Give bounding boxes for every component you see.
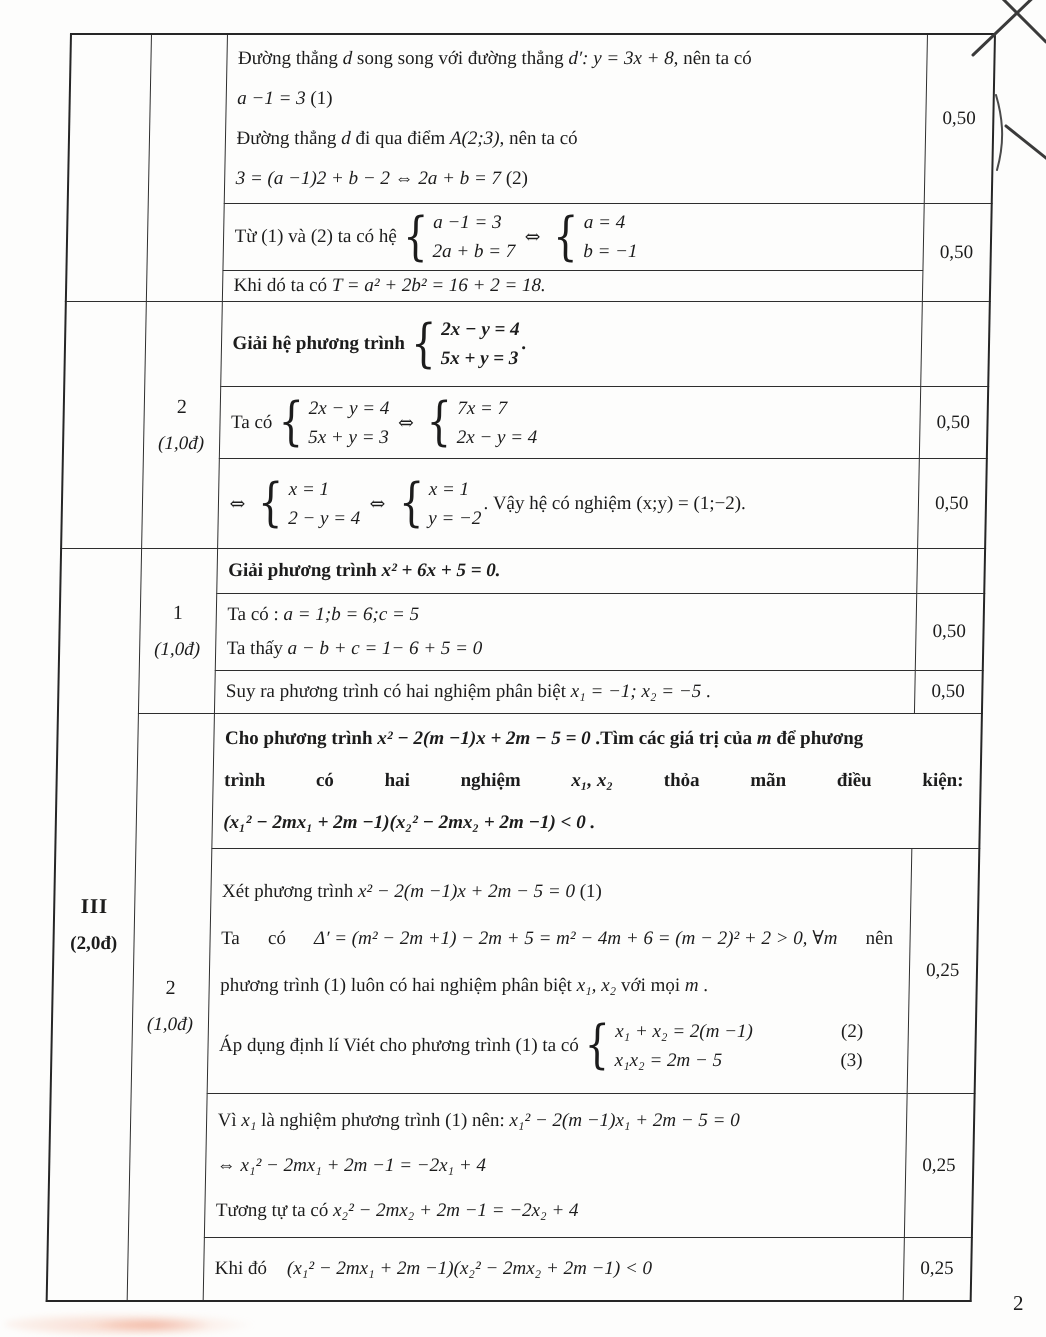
- equivalence-arrow: ⇔: [397, 411, 415, 434]
- pen-stroke: [996, 95, 1002, 170]
- score-cell-d4: [903, 1238, 972, 1301]
- text-segment: với mọi: [616, 974, 686, 996]
- text-segment: là nghiệm phương trình (1) nên:: [256, 1110, 510, 1131]
- text-segment: .: [700, 681, 711, 702]
- solution-line: [237, 79, 916, 119]
- system-line: { a −1 = 3: [432, 212, 502, 233]
- equation-tag: (3): [840, 1049, 863, 1071]
- system-line: 2 − y = 4: [288, 507, 361, 529]
- equation-system: [422, 394, 538, 452]
- part-points: (1,0đ): [154, 638, 201, 660]
- solution-cell-d2: [207, 849, 912, 1094]
- math-segment: m: [756, 728, 772, 749]
- question-number: III: [80, 893, 109, 918]
- text-segment: Áp dụng định lí Viét cho phương trình (1) ta có: [218, 1034, 580, 1056]
- solution-line: [229, 475, 908, 533]
- solution-line: [215, 1188, 894, 1233]
- system-line: { 2x − y = 4: [441, 319, 520, 340]
- problem-cell-c: [216, 549, 917, 594]
- solution-line: [226, 632, 905, 666]
- row-a1: [68, 34, 995, 204]
- solution-line: [230, 394, 909, 452]
- score-value: 0,50: [942, 108, 976, 129]
- math-segment: x² − 2(m −1)x + 2m − 5 = 0: [377, 728, 591, 749]
- math-segment: (x₁² − 2mx₁ + 2m −1)(x₂² − 2mx₂ + 2m −1) < 0: [286, 1257, 653, 1279]
- equivalence-arrow: ⇔: [369, 492, 386, 515]
- math-segment: a − b + c = 1− 6 + 5 = 0: [287, 638, 483, 659]
- text-segment: hai: [384, 770, 411, 791]
- question-points: (2,0đ): [70, 932, 118, 954]
- score-cell-c1-empty: [916, 549, 985, 594]
- part-number-cell-empty: [146, 34, 227, 302]
- text-segment: Xét phương trình: [221, 880, 359, 902]
- score-cell-b1-empty: [920, 302, 990, 387]
- text-segment: ⇔: [216, 1155, 241, 1176]
- text-segment: Cho phương trình: [224, 728, 378, 749]
- text-segment: Ta: [220, 927, 241, 949]
- solution-cell-c3: [214, 671, 915, 714]
- solution-line: [221, 915, 900, 962]
- equation-system: [406, 315, 519, 373]
- score-value: 0,25: [920, 1257, 954, 1279]
- solution-line: [226, 681, 904, 703]
- equation-system: [394, 475, 482, 533]
- score-cell-a1: [924, 34, 995, 204]
- math-segment: d: [342, 48, 353, 69]
- text-segment: thỏa: [663, 770, 700, 791]
- text-segment: .: [698, 974, 709, 996]
- pen-stroke: [1006, 126, 1046, 174]
- math-segment: x₁ = −1; x₂ = −5: [570, 681, 702, 702]
- text-segment: nghiệm: [460, 770, 521, 791]
- math-segment: Δ′ = (m² − 2m +1) − 2m + 5 = m² − 4m + 6 = (m − 2)² + 2 > 0, ∀m: [313, 927, 838, 949]
- solution-line: [234, 208, 913, 266]
- score-value: 0,50: [932, 621, 967, 642]
- text-segment: Ta có: [230, 411, 273, 433]
- score-cell-b3: [917, 459, 987, 549]
- score-value: 0,25: [922, 1154, 956, 1176]
- scan-smudge: [92, 1317, 212, 1333]
- problem-statement-line: [223, 802, 969, 844]
- text-segment: có: [267, 927, 287, 949]
- score-value: 0,50: [931, 681, 965, 702]
- text-segment: Vì: [217, 1110, 242, 1131]
- system-line: { a = 4: [583, 212, 626, 233]
- text-segment: song song với đường thẳng: [352, 48, 569, 69]
- system-line: 5x + y = 3: [308, 426, 389, 448]
- score-cell-c3: [914, 671, 983, 714]
- solution-line: [217, 1098, 896, 1143]
- text-segment: phương trình (1) luôn có hai nghiệm phân biệt: [220, 974, 577, 996]
- text-segment: để phương: [771, 728, 864, 749]
- math-segment: A(2;3): [449, 128, 500, 149]
- system-line: { 7x = 7: [457, 397, 508, 419]
- math-segment: 3 = (a −1)2 + b − 2 ⇔ 2a + b = 7: [235, 168, 502, 189]
- part-number-cell-b: [141, 302, 222, 549]
- math-segment: a = 1;b = 6;c = 5: [283, 604, 420, 625]
- text-segment: Khi đó: [214, 1257, 268, 1279]
- solution-line: [216, 1143, 895, 1188]
- text-segment: đi qua điểm: [350, 128, 451, 149]
- score-value: 0,50: [939, 241, 974, 263]
- system-line: [614, 1046, 863, 1075]
- text-segment: Đường thẳng: [236, 128, 342, 149]
- answer-key-sheet: [46, 33, 994, 1302]
- text-segment: trình: [223, 770, 266, 791]
- system-line: 2a + b = 7: [432, 241, 516, 262]
- math-segment: x₁x₂ = 2m − 5: [614, 1049, 723, 1071]
- score-cell-b2: [919, 387, 988, 459]
- equation-system: [549, 208, 638, 266]
- question-number-cell-empty: [61, 302, 146, 549]
- text-segment: Suy ra phương trình có hai nghiệm phân biệt: [225, 681, 571, 702]
- text-segment: Đường thẳng: [237, 48, 343, 69]
- text-segment: (2): [500, 168, 529, 189]
- score-cell-d2: [907, 849, 980, 1094]
- text-segment: Tương tự ta có: [215, 1200, 334, 1221]
- math-segment: x₁, x₂: [576, 974, 617, 996]
- math-segment: x² − 2(m −1)x + 2m − 5 = 0: [357, 880, 576, 902]
- system-line: [615, 1017, 864, 1046]
- solution-cell-c2: [215, 594, 916, 671]
- solution-line: [215, 1258, 893, 1280]
- solution-line: [235, 159, 914, 199]
- equivalence-arrow: ⇔: [229, 492, 246, 515]
- part-number-cell-c: [138, 549, 217, 714]
- problem-cell-d: [211, 714, 982, 849]
- text-segment: có: [315, 770, 335, 791]
- text-segment: Từ (1) và (2) ta có hệ: [234, 226, 398, 247]
- text-segment: Khi dó ta có: [233, 275, 333, 296]
- system-line: 5x + y = 3: [440, 348, 519, 369]
- system-line: y = −2: [428, 507, 482, 529]
- text-segment: điều: [836, 770, 872, 791]
- solution-line: [236, 119, 915, 159]
- problem-statement: [232, 315, 911, 373]
- score-value: 0,50: [934, 492, 969, 514]
- solution-line: [238, 39, 917, 79]
- system-line: b = −1: [583, 241, 638, 262]
- text-segment: . Vậy hệ có nghiệm (x;y) = (1;−2).: [483, 492, 747, 514]
- text-segment: Ta có :: [227, 604, 284, 625]
- math-segment: d: [341, 128, 351, 149]
- math-segment: a −1 = 3: [237, 88, 306, 109]
- math-segment: { x₁ + x₂ = 2(m −1): [614, 1020, 754, 1042]
- question-number-cell-empty: [66, 34, 151, 302]
- problem-statement: [228, 560, 906, 582]
- system-line: { 2x − y = 4: [308, 397, 390, 419]
- equation-tag: (2): [840, 1020, 864, 1042]
- part-number: 2: [165, 977, 176, 1000]
- solution-cell-a3: [222, 271, 923, 302]
- solution-cell-a1: [224, 34, 927, 204]
- solution-cell-d3: [204, 1094, 907, 1238]
- page-number: 2: [1013, 1291, 1024, 1315]
- score-value: 0,50: [936, 411, 971, 433]
- text-segment: .: [521, 333, 527, 354]
- math-segment: x₁, x₂: [571, 770, 614, 791]
- score-value: 0,25: [925, 960, 960, 981]
- system-line: { x = 1: [428, 478, 470, 500]
- part-points: (1,0đ): [146, 1014, 194, 1036]
- solution-cell-a2: [222, 204, 923, 271]
- row-d1: [55, 714, 982, 849]
- text-segment: mãn: [750, 770, 787, 791]
- solution-line: [220, 962, 899, 1009]
- part-number: 2: [176, 395, 188, 418]
- text-segment: Giải phương trình: [227, 560, 382, 581]
- solution-line: [227, 598, 906, 632]
- score-cell-d3: [904, 1094, 975, 1238]
- math-segment: x₁² − 2(m −1)x₁ + 2m − 5 = 0: [509, 1110, 740, 1131]
- part-number-cell-d: [127, 714, 214, 1301]
- text-segment: , nên ta có: [499, 128, 578, 149]
- math-segment: x² + 6x + 5 = 0.: [381, 560, 501, 581]
- equation-system-viet: [580, 1017, 863, 1075]
- text-segment: kiện:: [922, 770, 964, 791]
- math-segment: d′: y = 3x + 8: [568, 48, 674, 69]
- part-number: 1: [172, 601, 184, 624]
- system-line: { x = 1: [288, 478, 330, 500]
- scan-smudge: [4, 1312, 254, 1336]
- solution-cell-b3: [217, 459, 919, 549]
- score-cell-c2: [915, 594, 984, 671]
- part-points: (1,0đ): [157, 432, 205, 454]
- system-line: 2x − y = 4: [456, 426, 538, 448]
- problem-statement-line: [225, 718, 971, 760]
- row-c1: [60, 549, 985, 594]
- math-segment: (x₁² − 2mx₁ + 2m −1)(x₂² − 2mx₂ + 2m −1) < 0 .: [223, 812, 596, 833]
- math-segment: x₂² − 2mx₂ + 2m −1 = −2x₂ + 4: [332, 1200, 579, 1221]
- pen-stroke: [990, 0, 1046, 42]
- text-segment: (1): [574, 880, 603, 902]
- text-segment: Ta thấy: [226, 638, 288, 659]
- equation-system: [274, 394, 390, 452]
- equation-system: [254, 475, 361, 533]
- score-cell-a23: [922, 204, 992, 302]
- math-segment: T = a² + 2b² = 16 + 2 = 18.: [331, 275, 546, 296]
- equation-system: [398, 208, 516, 266]
- solution-line: [233, 275, 911, 297]
- solution-cell-b2: [219, 387, 920, 459]
- answer-key-table: [46, 33, 996, 1302]
- text-segment: .Tìm các giá trị của: [590, 728, 758, 749]
- solution-line: [222, 868, 901, 915]
- row-b1: [64, 302, 990, 387]
- math-segment: x₁² − 2mx₁ + 2m −1 = −2x₁ + 4: [240, 1155, 487, 1176]
- equivalence-arrow: ⇔: [524, 226, 541, 248]
- text-segment: Giải hệ phương trình: [232, 333, 406, 354]
- solution-cell-d4: [203, 1238, 904, 1301]
- solution-line: [219, 1017, 898, 1075]
- text-segment: , nên ta có: [673, 48, 752, 69]
- text-segment: nên: [865, 927, 894, 949]
- math-segment: x₁: [241, 1110, 257, 1131]
- problem-statement-line: [224, 760, 970, 802]
- math-segment: m: [684, 974, 699, 996]
- question-number-cell-III: [47, 549, 141, 1301]
- text-segment: (1): [305, 88, 333, 109]
- problem-cell-b: [220, 302, 922, 387]
